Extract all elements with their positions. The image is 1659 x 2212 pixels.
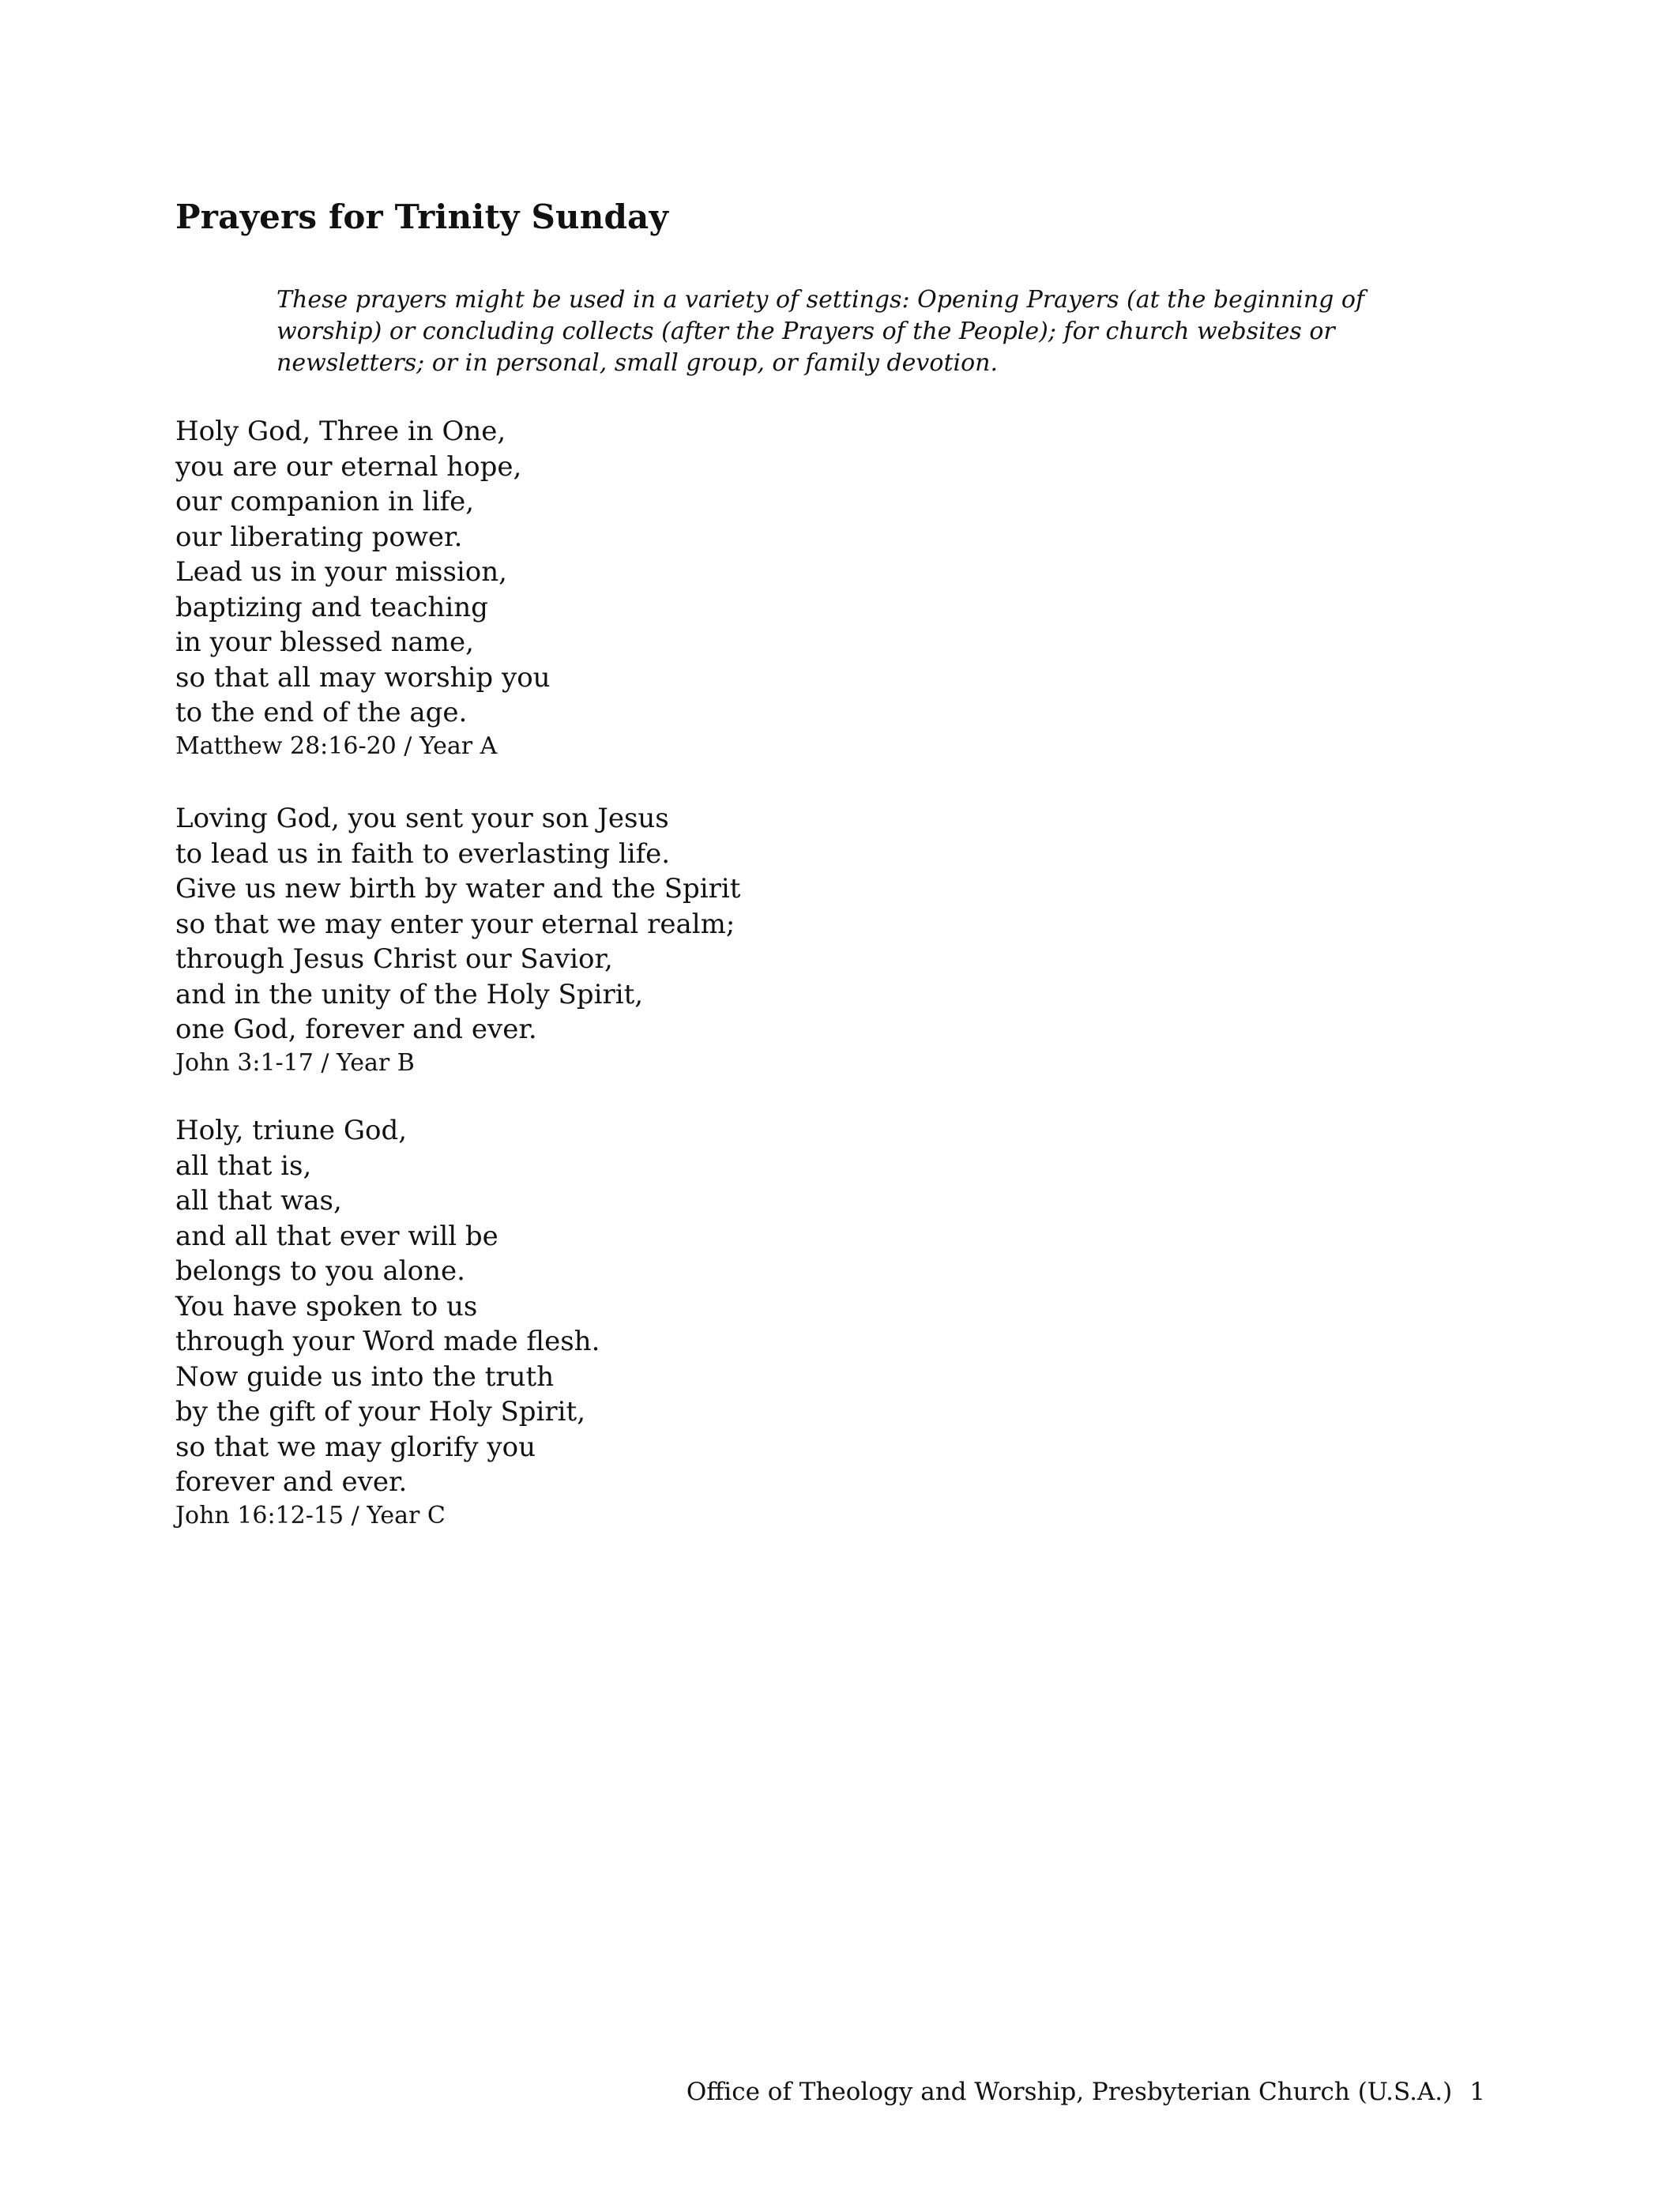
page-footer: [687, 2076, 1485, 2108]
prayer-line: to the end of the age.: [175, 697, 468, 728]
footer-text: Office of Theology and Worship, Presbyterian Church (U.S.A.): [686, 2078, 1453, 2106]
prayer-line: belongs to you alone.: [175, 1255, 465, 1287]
prayer-year-b: [175, 801, 740, 1079]
page-number: 1: [1469, 2078, 1485, 2106]
prayer-line: so that we may glorify you: [175, 1431, 536, 1463]
prayer-line: and all that ever will be: [175, 1220, 498, 1252]
prayer-line: in your blessed name,: [175, 626, 474, 658]
prayer-line: baptizing and teaching: [175, 591, 488, 623]
prayer-line: You have spoken to us: [175, 1290, 478, 1322]
prayer-line: and in the unity of the Holy Spirit,: [175, 978, 644, 1010]
page-title: Prayers for Trinity Sunday: [175, 198, 669, 236]
scripture-reference: John 16:12-15 / Year C: [175, 1501, 446, 1529]
prayer-line: our liberating power.: [175, 521, 463, 553]
prayer-line: one God, forever and ever.: [175, 1014, 537, 1045]
prayer-line: to lead us in faith to everlasting life.: [175, 837, 671, 870]
prayer-line: our companion in life,: [175, 486, 475, 517]
prayer-line: Loving God, you sent your son Jesus: [175, 803, 669, 834]
prayer-line: Give us new birth by water and the Spirit: [175, 873, 741, 905]
prayer-line: Lead us in your mission,: [175, 556, 507, 588]
prayer-year-a: [175, 414, 551, 762]
prayer-line: through Jesus Christ our Savior,: [175, 943, 613, 975]
scripture-reference: John 3:1-17 / Year B: [175, 1048, 415, 1077]
prayer-line: Holy, triune God,: [175, 1115, 408, 1146]
prayer-line: Now guide us into the truth: [175, 1360, 555, 1393]
prayer-line: forever and ever.: [175, 1466, 408, 1498]
prayer-line: through your Word made flesh.: [175, 1326, 600, 1357]
prayer-line: all that was,: [175, 1185, 342, 1217]
prayer-year-c: [175, 1113, 600, 1532]
prayer-line: so that we may enter your eternal realm;: [175, 908, 735, 940]
intro-paragraph: These prayers might be used in a variety of settings: Opening Prayers (at the beginning of worship) or concluding collects (after the Prayers of the People); for church websites or newsletters; or in personal, small group, or family devotion.: [276, 286, 1365, 377]
prayer-line: you are our eternal hope,: [175, 450, 522, 483]
scripture-reference: Matthew 28:16-20 / Year A: [175, 732, 498, 760]
prayer-line: Holy God, Three in One,: [175, 416, 506, 447]
prayer-line: by the gift of your Holy Spirit,: [175, 1396, 585, 1428]
prayer-line: all that is,: [175, 1149, 312, 1182]
prayer-line: so that all may worship you: [175, 661, 551, 694]
